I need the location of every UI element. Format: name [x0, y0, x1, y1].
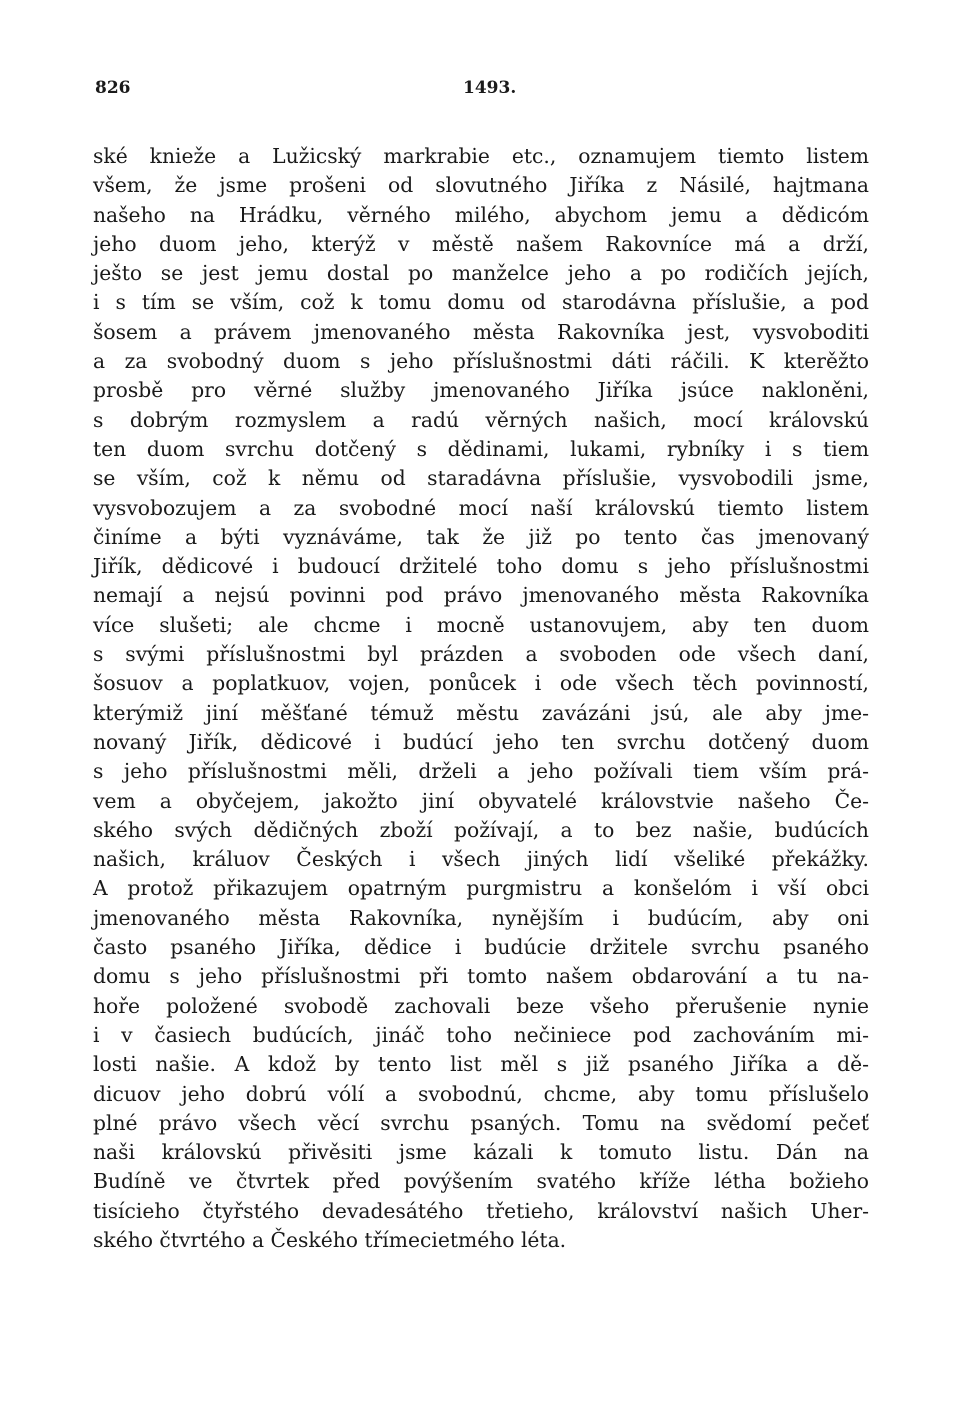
- text-line: ského svých dědičných zboží požívají, a to bez našie, budúcích: [93, 817, 869, 842]
- page-number: 826: [95, 78, 131, 98]
- text-line: ské knieže a Lužicský markrabie etc., oznamujem tiemto listem: [93, 144, 869, 168]
- text-line: naši královskú přivěsiti jsme kázali k tomuto listu. Dán na: [93, 1140, 869, 1165]
- text-line: s dobrým rozmyslem a radú věrných našich, mocí královskú: [93, 407, 869, 432]
- text-line: jeho duom jeho, kterýž v městě našem Rakovníce má a drží,: [93, 231, 869, 256]
- text-line: vem a obyčejem, jakožto jiní obyvatelé královstvie našeho Če-: [93, 788, 869, 813]
- text-line: vysvobozujem a za svobodné mocí naší královskú tiemto listem: [93, 495, 869, 520]
- running-head-year: 1493.: [463, 78, 517, 98]
- text-line: šosuov a poplatkuov, vojen, ponůcek i ode všech těch povinností,: [93, 671, 869, 696]
- text-line: jmenovaného města Rakovníka, nynějším i budúcím, aby oni: [93, 905, 869, 930]
- text-line: se vším, což k němu od staradávna příslušie, vysvobodili jsme,: [93, 466, 869, 491]
- text-line: často psaného Jiříka, dědice i budúcie držitele svrchu psaného: [93, 935, 869, 960]
- text-line: Budíně ve čtvrtek před povýšením svatého kříže létha božieho: [93, 1169, 869, 1194]
- text-line: našeho na Hrádku, věrného milého, abychom jemu a dědicóm: [93, 202, 869, 227]
- text-line: ješto se jest jemu dostal po manželce jeho a po rodičích jejích,: [93, 261, 869, 286]
- text-line: a za svobodný duom s jeho příslušnostmi dáti ráčili. K kterěžto: [93, 349, 869, 374]
- text-line: ten duom svrchu dotčený s dědinami, lukami, rybníky i s tiem: [93, 436, 869, 461]
- text-line: domu s jeho příslušnostmi při tomto našem obdarování a tu na-: [93, 964, 869, 989]
- text-line: šosem a právem jmenovaného města Rakovníka jest, vysvoboditi: [93, 319, 869, 344]
- text-line: losti našie. A kdož by tento list měl s již psaného Jiříka a dě-: [93, 1052, 869, 1077]
- text-line: tisícieho čtyřstého devadesátého třetieho, království našich Uher-: [93, 1198, 869, 1223]
- text-line: nemají a nejsú povinni pod právo jmenovaného města Rakovníka: [93, 583, 869, 608]
- page-header: [95, 78, 867, 108]
- text-line: dicuov jeho dobrú vólí a svobodnú, chcme, aby tomu příslušelo: [93, 1081, 869, 1106]
- text-line: našich, králuov Českých i všech jiných lidí všeliké překážky.: [93, 847, 869, 872]
- text-line: s svými příslušnostmi byl prázden a svoboden ode všech daní,: [93, 642, 869, 667]
- text-line: i v časiech budúcích, jináč toho nečiniece pod zachováním mi-: [93, 1022, 869, 1047]
- text-line: kterýmiž jiní měšťané témuž městu zavázáni jsú, ale aby jme-: [93, 700, 869, 725]
- text-line: všem, že jsme prošeni od slovutného Jiříka z Násilé, hajtmana: [93, 173, 869, 198]
- text-line: prosbě pro věrné služby jmenovaného Jiříka jsúce nakloněni,: [93, 378, 869, 403]
- text-line: novaný Jiřík, dědicové i budúcí jeho ten svrchu dotčený duom: [93, 729, 869, 754]
- text-line-last: ského čtvrtého a Českého třímecietmého léta.: [93, 1227, 567, 1252]
- document-body: [93, 142, 869, 1255]
- text-line: Jiřík, dědicové i budoucí držitelé toho domu s jeho příslušnostmi: [93, 554, 869, 579]
- text-line: A protož přikazujem opatrným purgmistru a konšelóm i vší obci: [93, 876, 869, 901]
- text-line: hoře položené svobodě zachovali beze všeho přerušenie nynie: [93, 993, 869, 1018]
- text-line: více slušeti; ale chcme i mocně ustanovujem, aby ten duom: [93, 612, 869, 637]
- text-line: s jeho příslušnostmi měli, drželi a jeho požívali tiem vším prá-: [93, 759, 869, 784]
- text-line: plné právo všech věcí svrchu psaných. Tomu na svědomí pečeť: [93, 1110, 869, 1135]
- text-line: i s tím se vším, což k tomu domu od starodávna příslušie, a pod: [93, 290, 869, 315]
- text-line: činíme a býti vyznáváme, tak že již po tento čas jmenovaný: [93, 524, 869, 549]
